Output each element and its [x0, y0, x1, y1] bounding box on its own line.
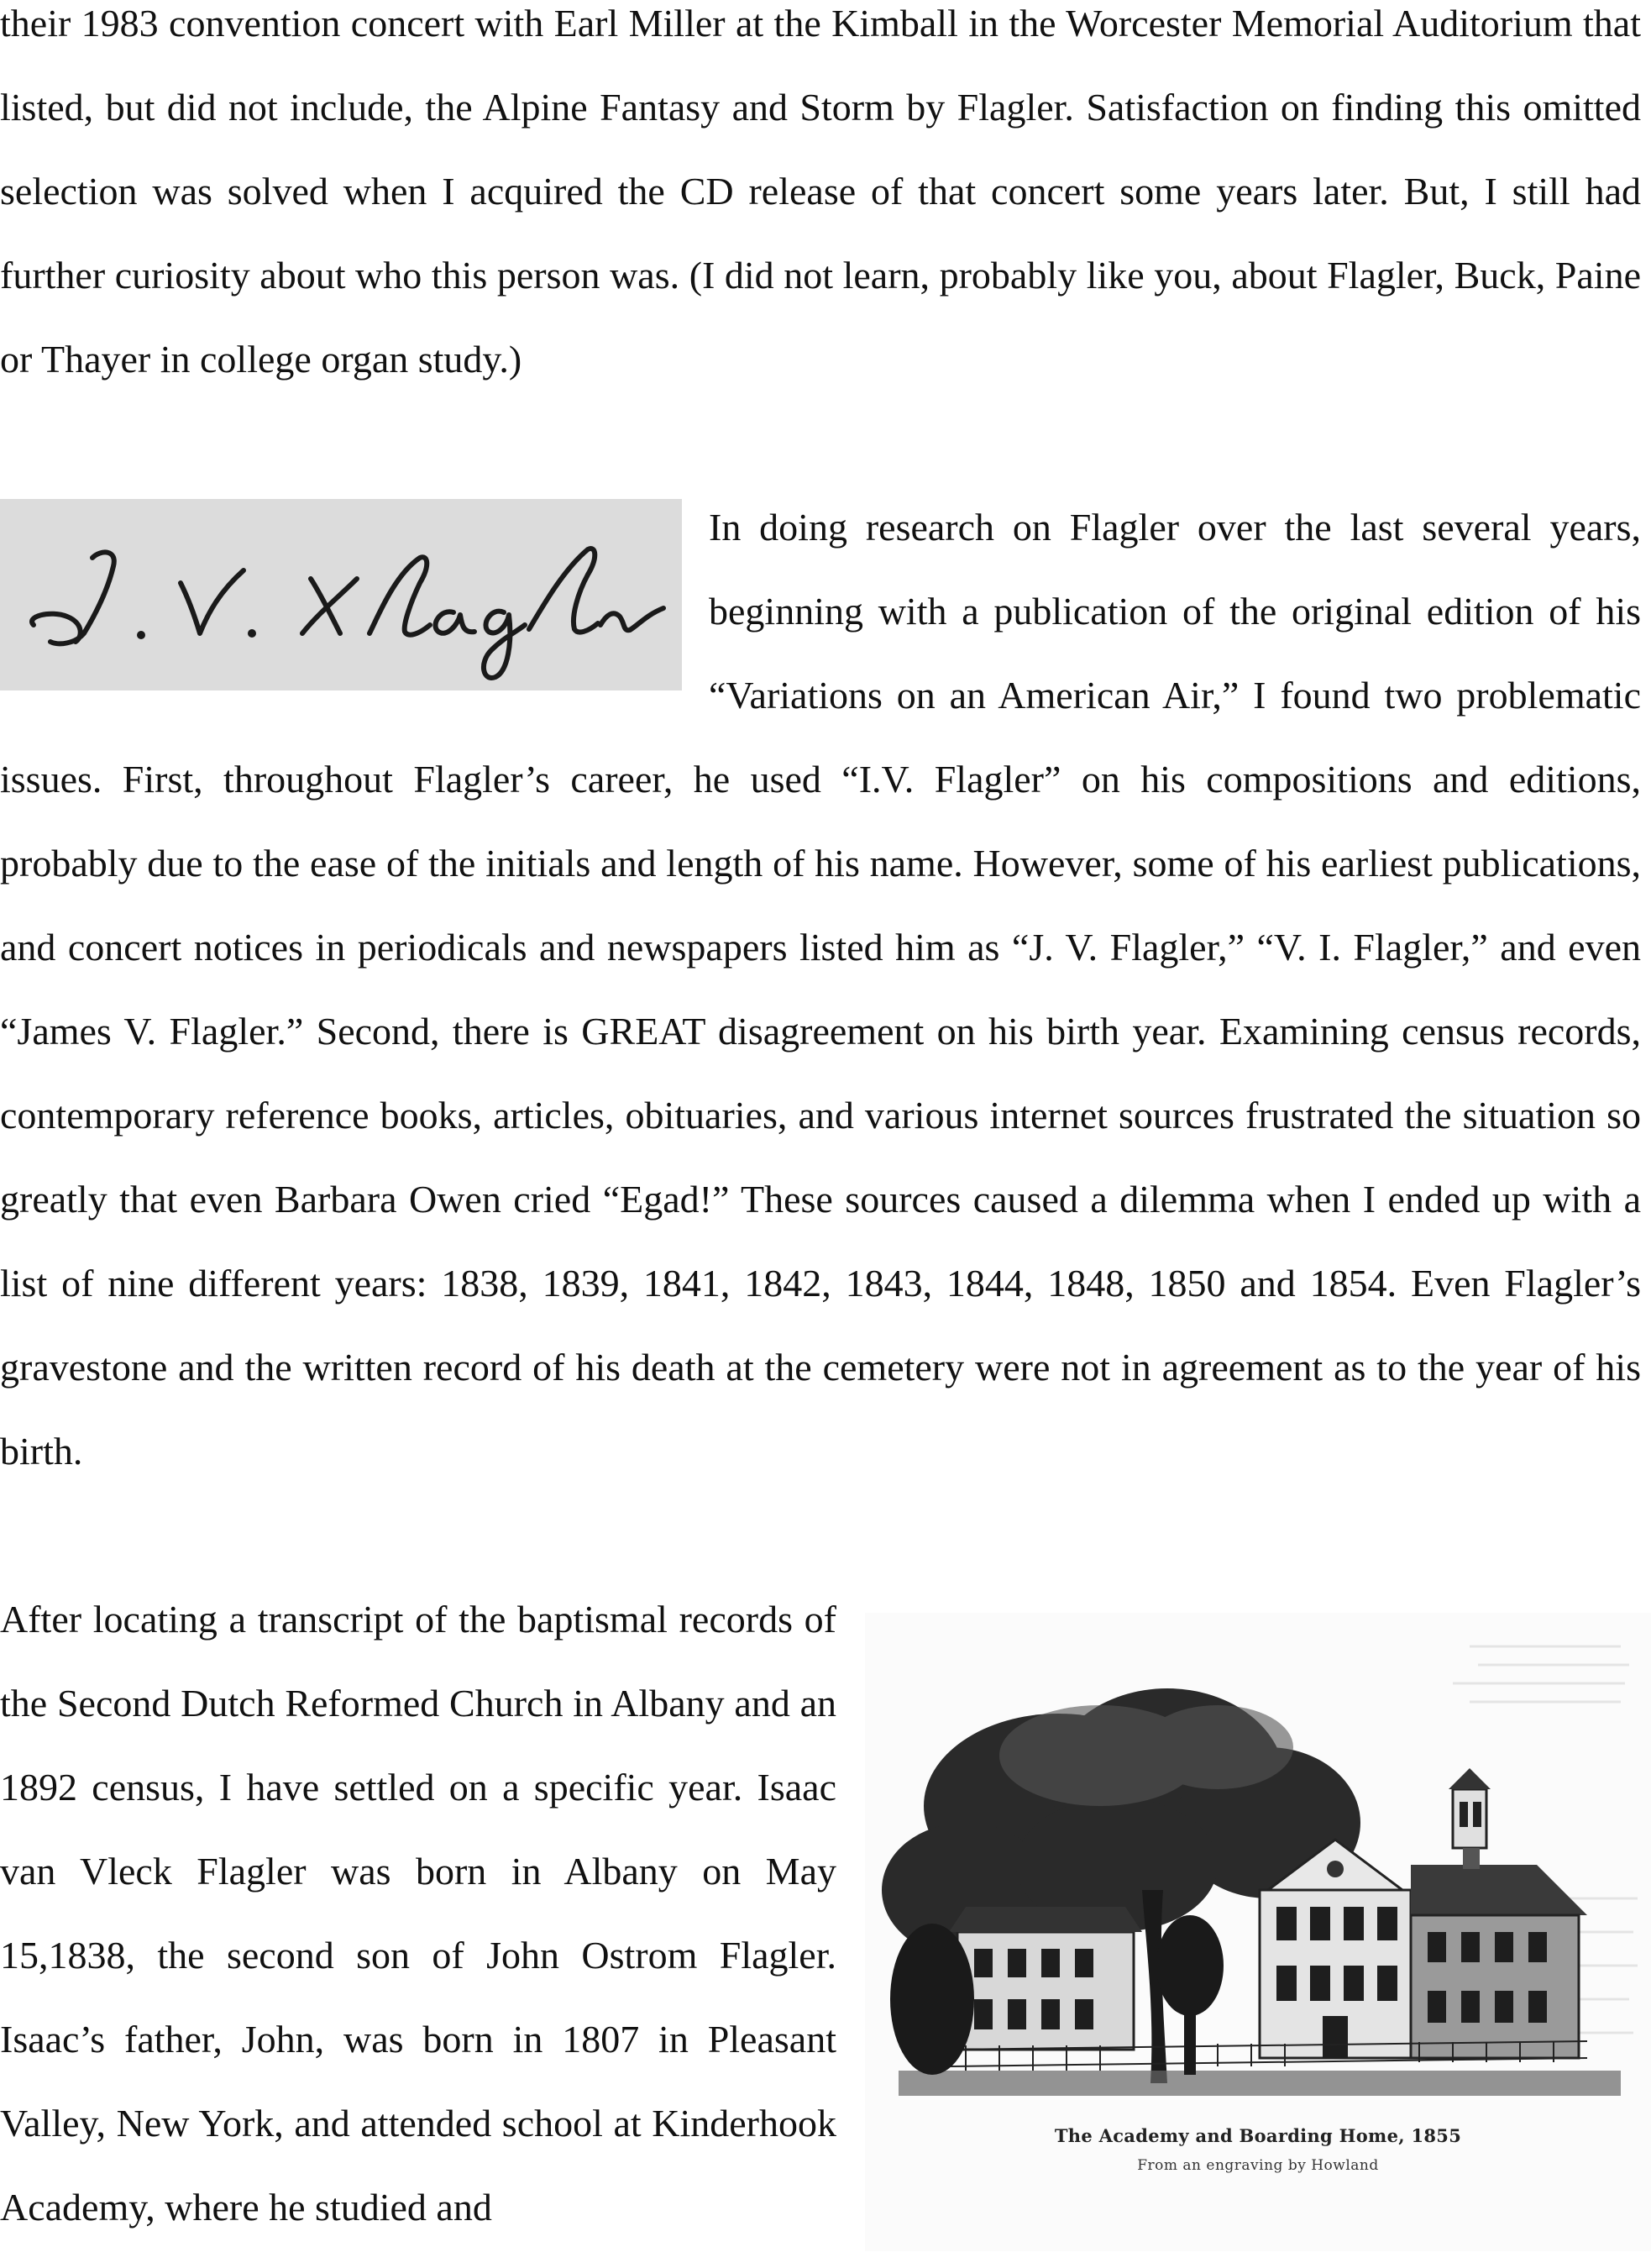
engraving-image — [865, 1613, 1651, 2251]
academy-engraving-illustration — [865, 1613, 1651, 2251]
research-section — [0, 486, 1641, 1494]
intro-paragraph: their 1983 convention concert with Earl Miller at the Kimball in the Worcester Memorial Auditorium that listed, but did not include, the Alpine Fantasy and Storm by Flagler. Satisfaction on finding this omitted selection was solved when I acquired the CD release of that concert some years later. But, I still had further curiosity about who this person was. (I did not learn, probably like you, about Flagler, Buck, Paine or Thayer in college organ study.) — [0, 2, 1641, 381]
signature-handwriting — [0, 499, 682, 690]
engraving-caption: The Academy and Boarding Home, 1855 — [1054, 2125, 1462, 2146]
signature-image — [0, 499, 682, 690]
engraving-credit: From an engraving by Howland — [1137, 2157, 1379, 2174]
research-paragraph: In doing research on Flagler over the last several years, beginning with a publication of the original edition of his “Variations on an American Air,” I found two problematic issues. First, throughout Flagler’s career, he used “I.V. Flagler” on his compositions and editions, probably due to the ease of the initials and length of his name. However, some of his earliest publications, and concert notices in periodicals and newspapers listed him as “J. V. Flagler,” “V. I. Flagler,” and even “James V. Flagler.” Second, there is GREAT disagreement on his birth year. Examining census records, contemporary reference books, articles, obituaries, and various internet sources frustrated the situation so greatly that even Barbara Owen cried “Egad!” These sources caused a dilemma when I ended up with a list of nine different years: 1838, 1839, 1841, 1842, 1843, 1844, 1848, 1850 and 1854. Even Flagler’s gravestone and the written record of his death at the cemetery were not in agreement as to the year of his birth. — [0, 506, 1641, 1473]
baptism-paragraph: After locating a transcript of the baptismal records of the Second Dutch Reformed Church in Albany and an 1892 census, I have settled on a specific year. Isaac van Vleck Flagler was born in Albany on May 15,1838, the second son of John Ostrom Flagler. Isaac’s father, John, was born in 1807 in Pleasant Valley, New York, and attended school at Kinderhook Academy, where he studied and — [0, 1598, 836, 2229]
